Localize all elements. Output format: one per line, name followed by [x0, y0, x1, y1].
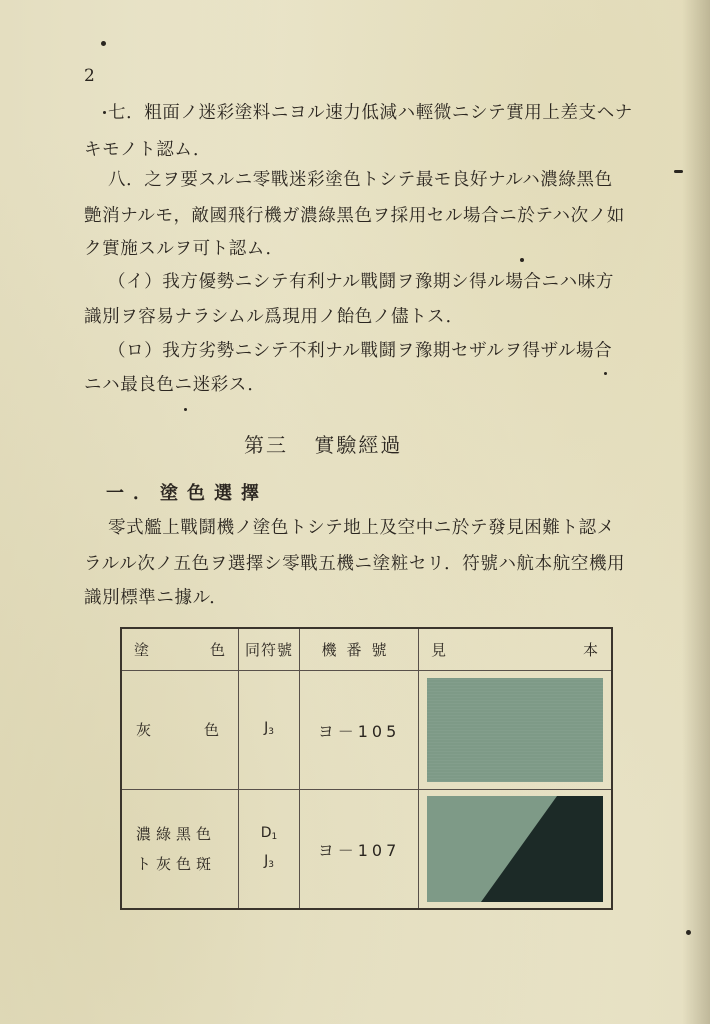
paper-speck: [686, 930, 691, 935]
table-row: [121, 671, 612, 790]
item-i-line-1: （イ）我方優勢ニシテ有利ナル戰鬪ヲ豫期シ得ル場合ニハ味方: [108, 272, 614, 292]
subsection-heading: 一．塗色選擇: [106, 483, 268, 504]
body-text-line-1: 零式艦上戰鬪機ノ塗色トシテ地上及空中ニ於テ發見困難ト認メ: [108, 518, 615, 538]
header-code: 同符號: [239, 628, 300, 671]
aircraft-number-cell: ヨ－105: [300, 671, 419, 790]
table-row: [121, 790, 612, 910]
sample-cell: [419, 671, 613, 790]
header-sample-right: 本: [582, 641, 599, 659]
paper-speck: [674, 170, 683, 173]
paint-sample-table: [120, 627, 613, 910]
header-sample: [419, 628, 613, 671]
paint-name-left: 灰: [136, 721, 157, 739]
code-cell: [239, 790, 300, 910]
code-subscript: 3: [268, 727, 274, 737]
paper-speck: [520, 258, 524, 262]
page-number: 2: [84, 66, 95, 86]
code-line: [239, 716, 299, 744]
code-letter: J: [264, 853, 269, 869]
item-ro-line-2: ニハ最良色ニ迷彩ス．: [84, 375, 266, 395]
grey-color-swatch: [427, 678, 603, 782]
page-edge-shadow: [682, 0, 710, 1024]
dark-green-black-and-grey-swatch: [427, 796, 603, 902]
code-line-1: [239, 821, 299, 849]
code-letter: D: [260, 825, 272, 841]
paragraph-7-line-1: 七．粗面ノ迷彩塗料ニヨル速力低減ハ輕微ニシテ實用上差支ヘナ: [108, 103, 633, 123]
item-ro-line-1: （ロ）我方劣勢ニシテ不利ナル戰鬪ヲ豫期セザルヲ得ザル場合: [108, 341, 613, 361]
paint-name-line-2: ト灰色斑: [136, 855, 217, 873]
header-aircraft-number: 機番號: [300, 628, 419, 671]
code-cell: [239, 671, 300, 790]
paragraph-8-line-2: 艶消ナルモ，敵國飛行機ガ濃綠黑色ヲ採用セル場合ニ於テハ次ノ如: [84, 206, 625, 226]
paper-speck: [101, 41, 106, 46]
code-letter: J: [264, 720, 269, 736]
paint-name-cell: [121, 790, 239, 910]
paper-speck: [604, 372, 607, 375]
header-paint-color: [121, 628, 239, 671]
item-i-line-2: 識別ヲ容易ナラシムル爲現用ノ飴色ノ儘トス．: [84, 307, 464, 327]
paint-name-right: 色: [203, 721, 224, 739]
body-text-line-3: 識別標準ニ據ル．: [84, 588, 228, 608]
paragraph-7-line-2: キモノト認ム．: [84, 140, 212, 160]
table-header-row: [121, 628, 612, 671]
paint-name-line-1: 濃綠黑色: [136, 825, 217, 843]
paper-speck: [184, 408, 187, 411]
sample-cell: [419, 790, 613, 910]
body-text-line-2: ラルル次ノ五色ヲ選擇シ零戰五機ニ塗粧セリ．符號ハ航本航空機用: [84, 554, 626, 574]
paragraph-8-line-1: 八．之ヲ要スルニ零戰迷彩塗色トシテ最モ良好ナルハ濃綠黑色: [108, 170, 613, 190]
paper-speck: [103, 111, 106, 114]
paragraph-8-line-3: ク實施スルヲ可ト認ム．: [84, 239, 284, 259]
header-paint-left: 塗: [134, 641, 151, 659]
code-line-2: [239, 849, 299, 877]
section-heading: 第三 實驗經過: [244, 433, 403, 457]
aircraft-number-cell: ヨ－107: [300, 790, 419, 910]
code-subscript: 1: [271, 832, 278, 842]
paint-name-cell: [121, 671, 239, 790]
code-subscript: 3: [268, 860, 274, 870]
header-paint-right: 色: [209, 641, 226, 659]
header-sample-left: 見: [431, 641, 448, 659]
